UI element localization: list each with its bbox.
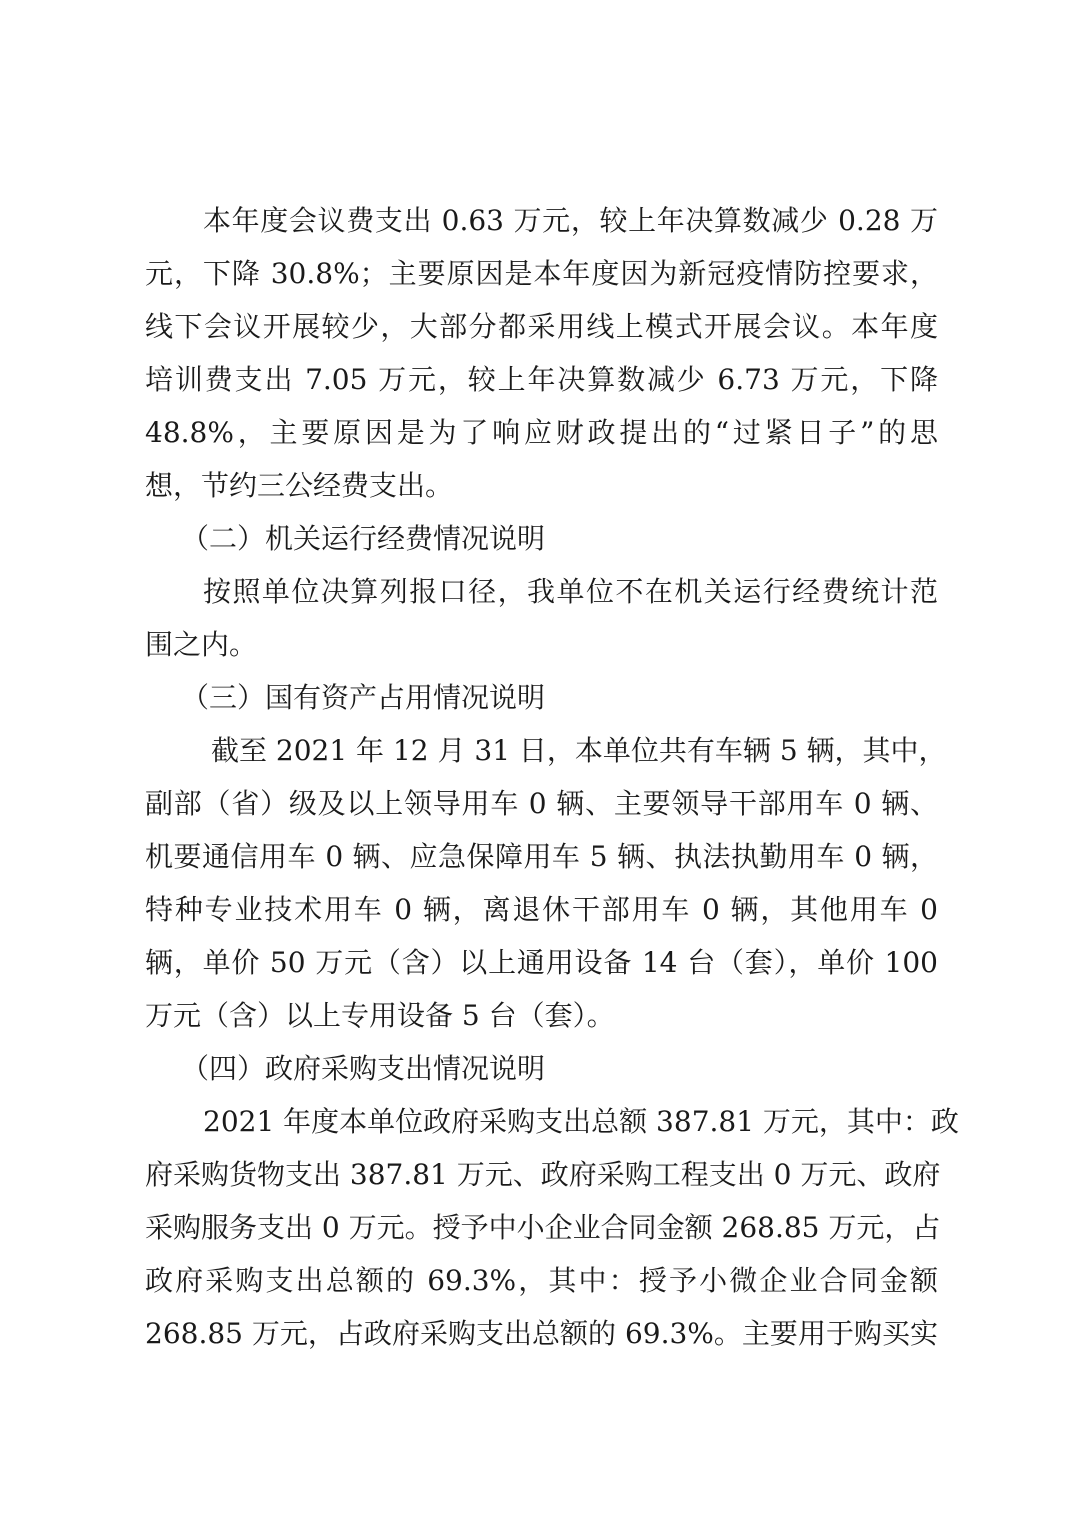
text-line: 副部（省）级及以上领导用车 0 辆、主要领导干部用车 0 辆、 bbox=[145, 787, 938, 820]
paragraph-state-assets bbox=[145, 724, 947, 1042]
text-line: 万元（含）以上专用设备 5 台（套）。 bbox=[145, 999, 615, 1032]
paragraph-operating-expenses bbox=[145, 565, 938, 671]
text-line: 府采购货物支出 387.81 万元、政府采购工程支出 0 万元、政府 bbox=[145, 1158, 941, 1191]
text-line: 政府采购支出总额的 69.3%，其中：授予小微企业合同金额 bbox=[145, 1264, 938, 1297]
text-line: 2021 年度本单位政府采购支出总额 387.81 万元，其中：政 bbox=[203, 1105, 959, 1138]
section-heading-operating-expenses: （二）机关运行经费情况说明 bbox=[181, 522, 546, 555]
paragraph-procurement bbox=[145, 1095, 959, 1360]
text-line: 截至 2021 年 12 月 31 日，本单位共有车辆 5 辆，其中， bbox=[211, 734, 947, 767]
paragraph-meeting-training-expenses bbox=[145, 194, 938, 512]
text-line: 线下会议开展较少，大部分都采用线上模式开展会议。本年度 bbox=[145, 310, 938, 343]
text-line: 围之内。 bbox=[145, 628, 258, 661]
text-line: 按照单位决算列报口径，我单位不在机关运行经费统计范 bbox=[203, 575, 938, 608]
text-line: 采购服务支出 0 万元。授予中小企业合同金额 268.85 万元，占 bbox=[145, 1211, 941, 1244]
text-line: 特种专业技术用车 0 辆，离退休干部用车 0 辆，其他用车 0 bbox=[145, 893, 938, 926]
section-heading-procurement: （四）政府采购支出情况说明 bbox=[181, 1052, 546, 1085]
text-line: 268.85 万元，占政府采购支出总额的 69.3%。主要用于购买实 bbox=[145, 1317, 938, 1350]
text-line: 培训费支出 7.05 万元，较上年决算数减少 6.73 万元，下降 bbox=[145, 363, 938, 396]
text-line: 机要通信用车 0 辆、应急保障用车 5 辆、执法执勤用车 0 辆， bbox=[145, 840, 938, 873]
text-line: 辆，单价 50 万元（含）以上通用设备 14 台（套），单价 100 bbox=[145, 946, 938, 979]
text-line: 元，下降 30.8%；主要原因是本年度因为新冠疫情防控要求， bbox=[145, 257, 938, 290]
section-heading-state-assets: （三）国有资产占用情况说明 bbox=[181, 681, 546, 714]
text-line: 本年度会议费支出 0.63 万元，较上年决算数减少 0.28 万 bbox=[203, 204, 938, 237]
text-line: 想，节约三公经费支出。 bbox=[145, 469, 454, 502]
text-line: 48.8%，主要原因是为了响应财政提出的“过紧日子”的思 bbox=[145, 416, 938, 449]
document-page bbox=[145, 194, 959, 1360]
